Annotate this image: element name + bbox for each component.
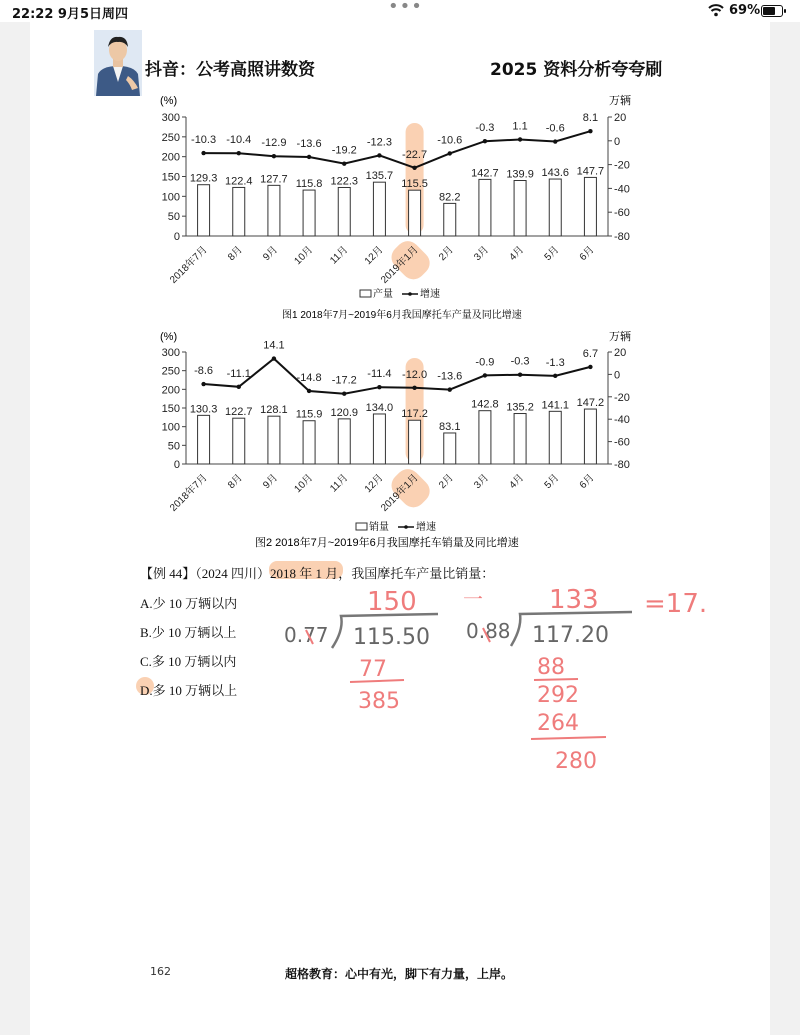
bar-value-label: 130.3 xyxy=(189,403,218,416)
growth-value-label: -10.3 xyxy=(191,134,217,147)
status-time: 22:22 9月5日周四 xyxy=(12,7,128,22)
right-axis-unit: 万辆 xyxy=(609,95,631,107)
bar-value-label: 142.7 xyxy=(471,167,499,180)
growth-value-label: -13.6 xyxy=(437,370,463,383)
left-tick-label: 300 xyxy=(161,112,180,124)
left-tick-label: 150 xyxy=(161,171,180,184)
left-tick-label: 100 xyxy=(161,191,180,204)
calc1-subtrahend: 77 xyxy=(359,657,387,682)
category-label: 12月 xyxy=(362,472,386,496)
bar-value-label: 129.3 xyxy=(189,172,218,185)
category-label: 3月 xyxy=(472,472,492,492)
bar-value-label: 115.8 xyxy=(295,178,323,191)
growth-value-label: -10.4 xyxy=(226,134,252,147)
legend-bar-label: 销量 xyxy=(369,522,389,533)
left-axis-unit: (%) xyxy=(160,95,178,107)
growth-value-label: -14.8 xyxy=(296,371,322,384)
right-tick-label: 20 xyxy=(614,347,627,359)
option-d[interactable]: D.多 10 万辆以上 xyxy=(140,683,238,698)
category-label: 3月 xyxy=(472,244,492,264)
growth-value-label: 1.1 xyxy=(512,120,528,133)
left-tick-label: 0 xyxy=(173,231,180,243)
category-label: 9月 xyxy=(261,472,281,492)
header-right-title: 2025 资料分析夸夸刷 xyxy=(490,60,663,80)
calc1-remainder: 385 xyxy=(358,689,400,714)
calc2-dividend: 117.20 xyxy=(532,623,609,648)
footer-slogan: 超格教育：心中有光，脚下有力量，上岸。 xyxy=(285,967,514,981)
bar-value-label: 83.1 xyxy=(439,420,461,433)
category-label: 2月 xyxy=(437,472,456,492)
growth-value-label: -12.3 xyxy=(366,136,392,149)
category-label: 2018年7月 xyxy=(168,472,210,514)
left-tick-label: 50 xyxy=(167,211,180,224)
category-label: 2019年1月 xyxy=(379,244,421,286)
option-c[interactable]: C.多 10 万辆以内 xyxy=(140,654,237,669)
option-b[interactable]: B.少 10 万辆以上 xyxy=(140,625,237,640)
calc2-subtrahend-2: 264 xyxy=(537,711,579,736)
left-tick-label: 300 xyxy=(161,347,180,359)
right-tick-label: -20 xyxy=(614,391,630,404)
category-label: 10月 xyxy=(292,472,316,496)
right-tick-label: -80 xyxy=(614,459,630,471)
calc1-divisor: 0.77 xyxy=(284,623,329,647)
right-tick-label: 20 xyxy=(614,112,627,124)
growth-value-label: 6.7 xyxy=(582,347,599,360)
more-dots-icon[interactable]: ••• xyxy=(388,0,423,17)
growth-value-label: -11.1 xyxy=(226,367,251,380)
option-a[interactable]: A.少 10 万辆以内 xyxy=(140,596,238,611)
bar-value-label: 128.1 xyxy=(260,404,288,417)
bar-value-label: 122.3 xyxy=(330,175,359,188)
bar-value-label: 115.9 xyxy=(295,408,323,421)
bar-value-label: 117.2 xyxy=(401,408,428,421)
left-tick-label: 250 xyxy=(161,131,180,144)
growth-value-label: -12.0 xyxy=(402,368,428,381)
bar-value-label: 122.4 xyxy=(224,175,253,188)
bar-value-label: 139.9 xyxy=(506,168,534,181)
left-tick-label: 250 xyxy=(161,365,180,378)
calc2-subtract-line-2 xyxy=(531,737,606,739)
growth-value-label: -0.9 xyxy=(475,356,495,369)
bar-value-label: 135.2 xyxy=(506,401,534,414)
difference-result: =17. xyxy=(644,589,708,619)
category-label: 5月 xyxy=(542,472,562,492)
bar-value-label: 147.2 xyxy=(576,397,605,410)
left-tick-label: 50 xyxy=(167,440,180,453)
chart-caption: 图1 2018年7月~2019年6月我国摩托车产量及同比增速 xyxy=(282,310,522,321)
growth-value-label: -19.2 xyxy=(331,144,357,157)
growth-value-label: 8.1 xyxy=(582,112,599,125)
category-label: 2019年1月 xyxy=(379,472,421,514)
category-label: 4月 xyxy=(507,244,527,264)
bar-value-label: 134.0 xyxy=(365,401,394,414)
right-tick-label: -60 xyxy=(614,436,630,449)
right-tick-label: -40 xyxy=(614,414,630,427)
category-label: 2018年7月 xyxy=(168,244,210,286)
calc1-dividend: 115.50 xyxy=(353,625,430,650)
bar-value-label: 120.9 xyxy=(330,406,359,419)
growth-value-label: -13.6 xyxy=(296,137,322,150)
category-label: 12月 xyxy=(362,244,386,268)
legend-line-label: 增速 xyxy=(416,522,436,533)
calc2-subtract-line-1 xyxy=(534,679,578,680)
category-label: 2月 xyxy=(437,244,456,264)
left-tick-label: 0 xyxy=(173,459,180,471)
calc2-subtrahend-1: 88 xyxy=(537,655,565,680)
calc2-quotient: 133 xyxy=(549,585,599,615)
right-tick-label: -40 xyxy=(614,183,630,196)
category-label: 11月 xyxy=(328,244,351,267)
header-left-title: 抖音：公考高照讲数资 xyxy=(145,60,315,80)
bar-value-label: 141.1 xyxy=(541,399,570,412)
bar-value-label: 82.2 xyxy=(439,191,461,204)
growth-value-label: 14.1 xyxy=(263,339,285,352)
right-tick-label: -60 xyxy=(614,207,630,220)
calc2-divisor: 0.88 xyxy=(466,619,511,643)
bar-value-label: 147.7 xyxy=(576,165,605,178)
right-tick-label: 0 xyxy=(614,369,621,382)
left-tick-label: 200 xyxy=(161,384,180,397)
growth-value-label: -17.2 xyxy=(331,374,357,387)
category-label: 5月 xyxy=(542,244,562,264)
minus-sign: 一 xyxy=(463,587,483,611)
category-label: 6月 xyxy=(577,244,597,264)
growth-value-label: -8.6 xyxy=(194,365,214,378)
growth-value-label: -12.9 xyxy=(261,137,287,150)
growth-value-label: -0.3 xyxy=(475,122,495,135)
category-label: 6月 xyxy=(577,472,597,492)
growth-value-label: -22.7 xyxy=(402,148,428,161)
right-tick-label: -20 xyxy=(614,159,630,172)
legend-bar-label: 产量 xyxy=(373,289,393,300)
category-label: 4月 xyxy=(507,472,527,492)
bar-value-label: 142.8 xyxy=(471,398,499,411)
category-label: 8月 xyxy=(226,244,245,264)
category-label: 11月 xyxy=(328,472,351,495)
growth-value-label: -11.4 xyxy=(367,368,392,381)
bar-value-label: 115.5 xyxy=(401,178,428,191)
right-axis-unit: 万辆 xyxy=(609,331,631,343)
question-highlight: 2018 年 1 月 xyxy=(270,566,339,581)
growth-value-label: -10.6 xyxy=(437,134,463,147)
legend-line-label: 增速 xyxy=(420,289,440,300)
left-tick-label: 150 xyxy=(161,403,180,415)
left-tick-label: 200 xyxy=(161,151,180,164)
bar-value-label: 122.7 xyxy=(224,406,253,419)
category-label: 10月 xyxy=(292,244,316,268)
left-axis-unit: (%) xyxy=(160,331,178,343)
category-label: 8月 xyxy=(226,472,245,492)
calc1-quotient: 150 xyxy=(367,587,417,617)
right-tick-label: 0 xyxy=(614,135,621,148)
growth-value-label: -0.3 xyxy=(510,355,530,368)
question-prefix: 【例 44】（2024 四川） xyxy=(140,566,271,581)
battery-percent: 69% xyxy=(729,3,761,18)
chart-caption: 图2 2018年7月~2019年6月我国摩托车销量及同比增速 xyxy=(255,537,519,549)
right-tick-label: -80 xyxy=(614,231,630,243)
question-suffix: ，我国摩托车产量比销量： xyxy=(338,566,495,581)
left-tick-label: 100 xyxy=(161,421,180,434)
page-number: 162 xyxy=(150,965,171,978)
bar-value-label: 143.6 xyxy=(541,167,570,180)
growth-value-label: -0.6 xyxy=(545,122,565,135)
bar-value-label: 127.7 xyxy=(260,173,288,186)
calc2-remainder-2: 280 xyxy=(555,749,597,774)
calc2-remainder-1: 292 xyxy=(537,683,579,708)
bar-value-label: 135.7 xyxy=(365,170,394,183)
category-label: 9月 xyxy=(261,244,281,264)
growth-value-label: -1.3 xyxy=(545,356,565,369)
